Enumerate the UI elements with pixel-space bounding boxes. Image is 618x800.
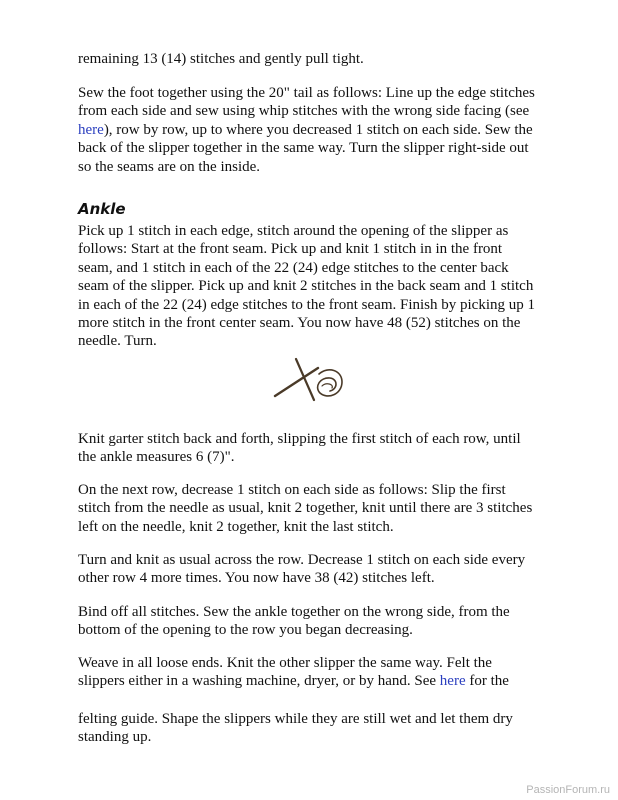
text-fragment: slippers either in a washing machine, dryer, or by hand. See: [78, 673, 440, 690]
paragraph-turn-and-knit: [78, 551, 548, 588]
paragraph-pick-up-stitches: [78, 222, 548, 351]
text-line: standing up.: [78, 729, 152, 746]
text-line: seam of the slipper. Pick up and knit 2 stitches in the back seam and 1 stitch: [78, 278, 534, 295]
text-line: the ankle measures 6 (7)".: [78, 449, 235, 466]
text-line: other row 4 more times. You now have 38 (42) stitches left.: [78, 570, 435, 587]
text-line: bottom of the opening to the row you began decreasing.: [78, 622, 413, 639]
text-line: [78, 121, 548, 139]
paragraph-weave-in-ends: [78, 654, 548, 691]
here-link-felting-guide[interactable]: here: [439, 673, 466, 690]
text-line: [78, 672, 548, 690]
text-line: left on the needle, knit 2 together, knit the last stitch.: [78, 518, 394, 535]
text-line: stitch from the needle as usual, knit 2 together, knit until there are 3 stitches: [78, 500, 533, 517]
paragraph-closing-toe: [78, 50, 548, 68]
text-fragment: ), row by row, up to where you decreased 1 stitch on each side. Sew the: [103, 121, 533, 138]
text-line: seam, and 1 stitch in each of the 22 (24) edge stitches to the center back: [78, 259, 509, 276]
text-line: Knit garter stitch back and forth, slipping the first stitch of each row, until: [78, 431, 521, 447]
text-line: Turn and knit as usual across the row. Decrease 1 stitch on each side every: [78, 552, 526, 568]
text-line: Pick up 1 stitch in each edge, stitch around the opening of the slipper as: [78, 223, 509, 239]
text-line: more stitch in the front center seam. You now have 48 (52) stitches on the: [78, 315, 521, 332]
paragraph-sew-foot: [78, 84, 548, 176]
watermark: PassionForum.ru: [526, 784, 610, 796]
paragraph-decrease-row: [78, 481, 548, 536]
text-line: follows: Start at the front seam. Pick up and knit 1 stitch in in the front: [78, 241, 503, 258]
text-line: felting guide. Shape the slippers while they are still wet and let them dry: [78, 711, 513, 727]
paragraph-bind-off: [78, 603, 548, 640]
text-line: back of the slipper together in the same way. Turn the slipper right-side out: [78, 140, 529, 157]
text-line: so the seams are on the inside.: [78, 158, 261, 175]
section-heading-ankle: Ankle: [78, 200, 126, 218]
paragraph-garter-stitch: [78, 430, 548, 467]
text-line: from each side and sew using whip stitches with the wrong side facing (see: [78, 103, 530, 120]
text-line: Bind off all stitches. Sew the ankle together on the wrong side, from the: [78, 604, 510, 620]
text-fragment: for the: [465, 673, 509, 690]
text-line: needle. Turn.: [78, 333, 157, 350]
text-line: On the next row, decrease 1 stitch on each side as follows: Slip the first: [78, 482, 506, 498]
paragraph-felting-guide: [78, 710, 548, 747]
text-line: Sew the foot together using the 20" tail as follows: Line up the edge stitches: [78, 85, 535, 101]
text-line: remaining 13 (14) stitches and gently pull tight.: [78, 51, 364, 67]
knitting-needles-yarn-icon: [270, 356, 352, 406]
here-link-whip-stitch[interactable]: here: [78, 121, 104, 138]
text-line: in each of the 22 (24) edge stitches to the front seam. Finish by picking up 1: [78, 296, 535, 313]
text-line: Weave in all loose ends. Knit the other slipper the same way. Felt the: [78, 655, 492, 671]
